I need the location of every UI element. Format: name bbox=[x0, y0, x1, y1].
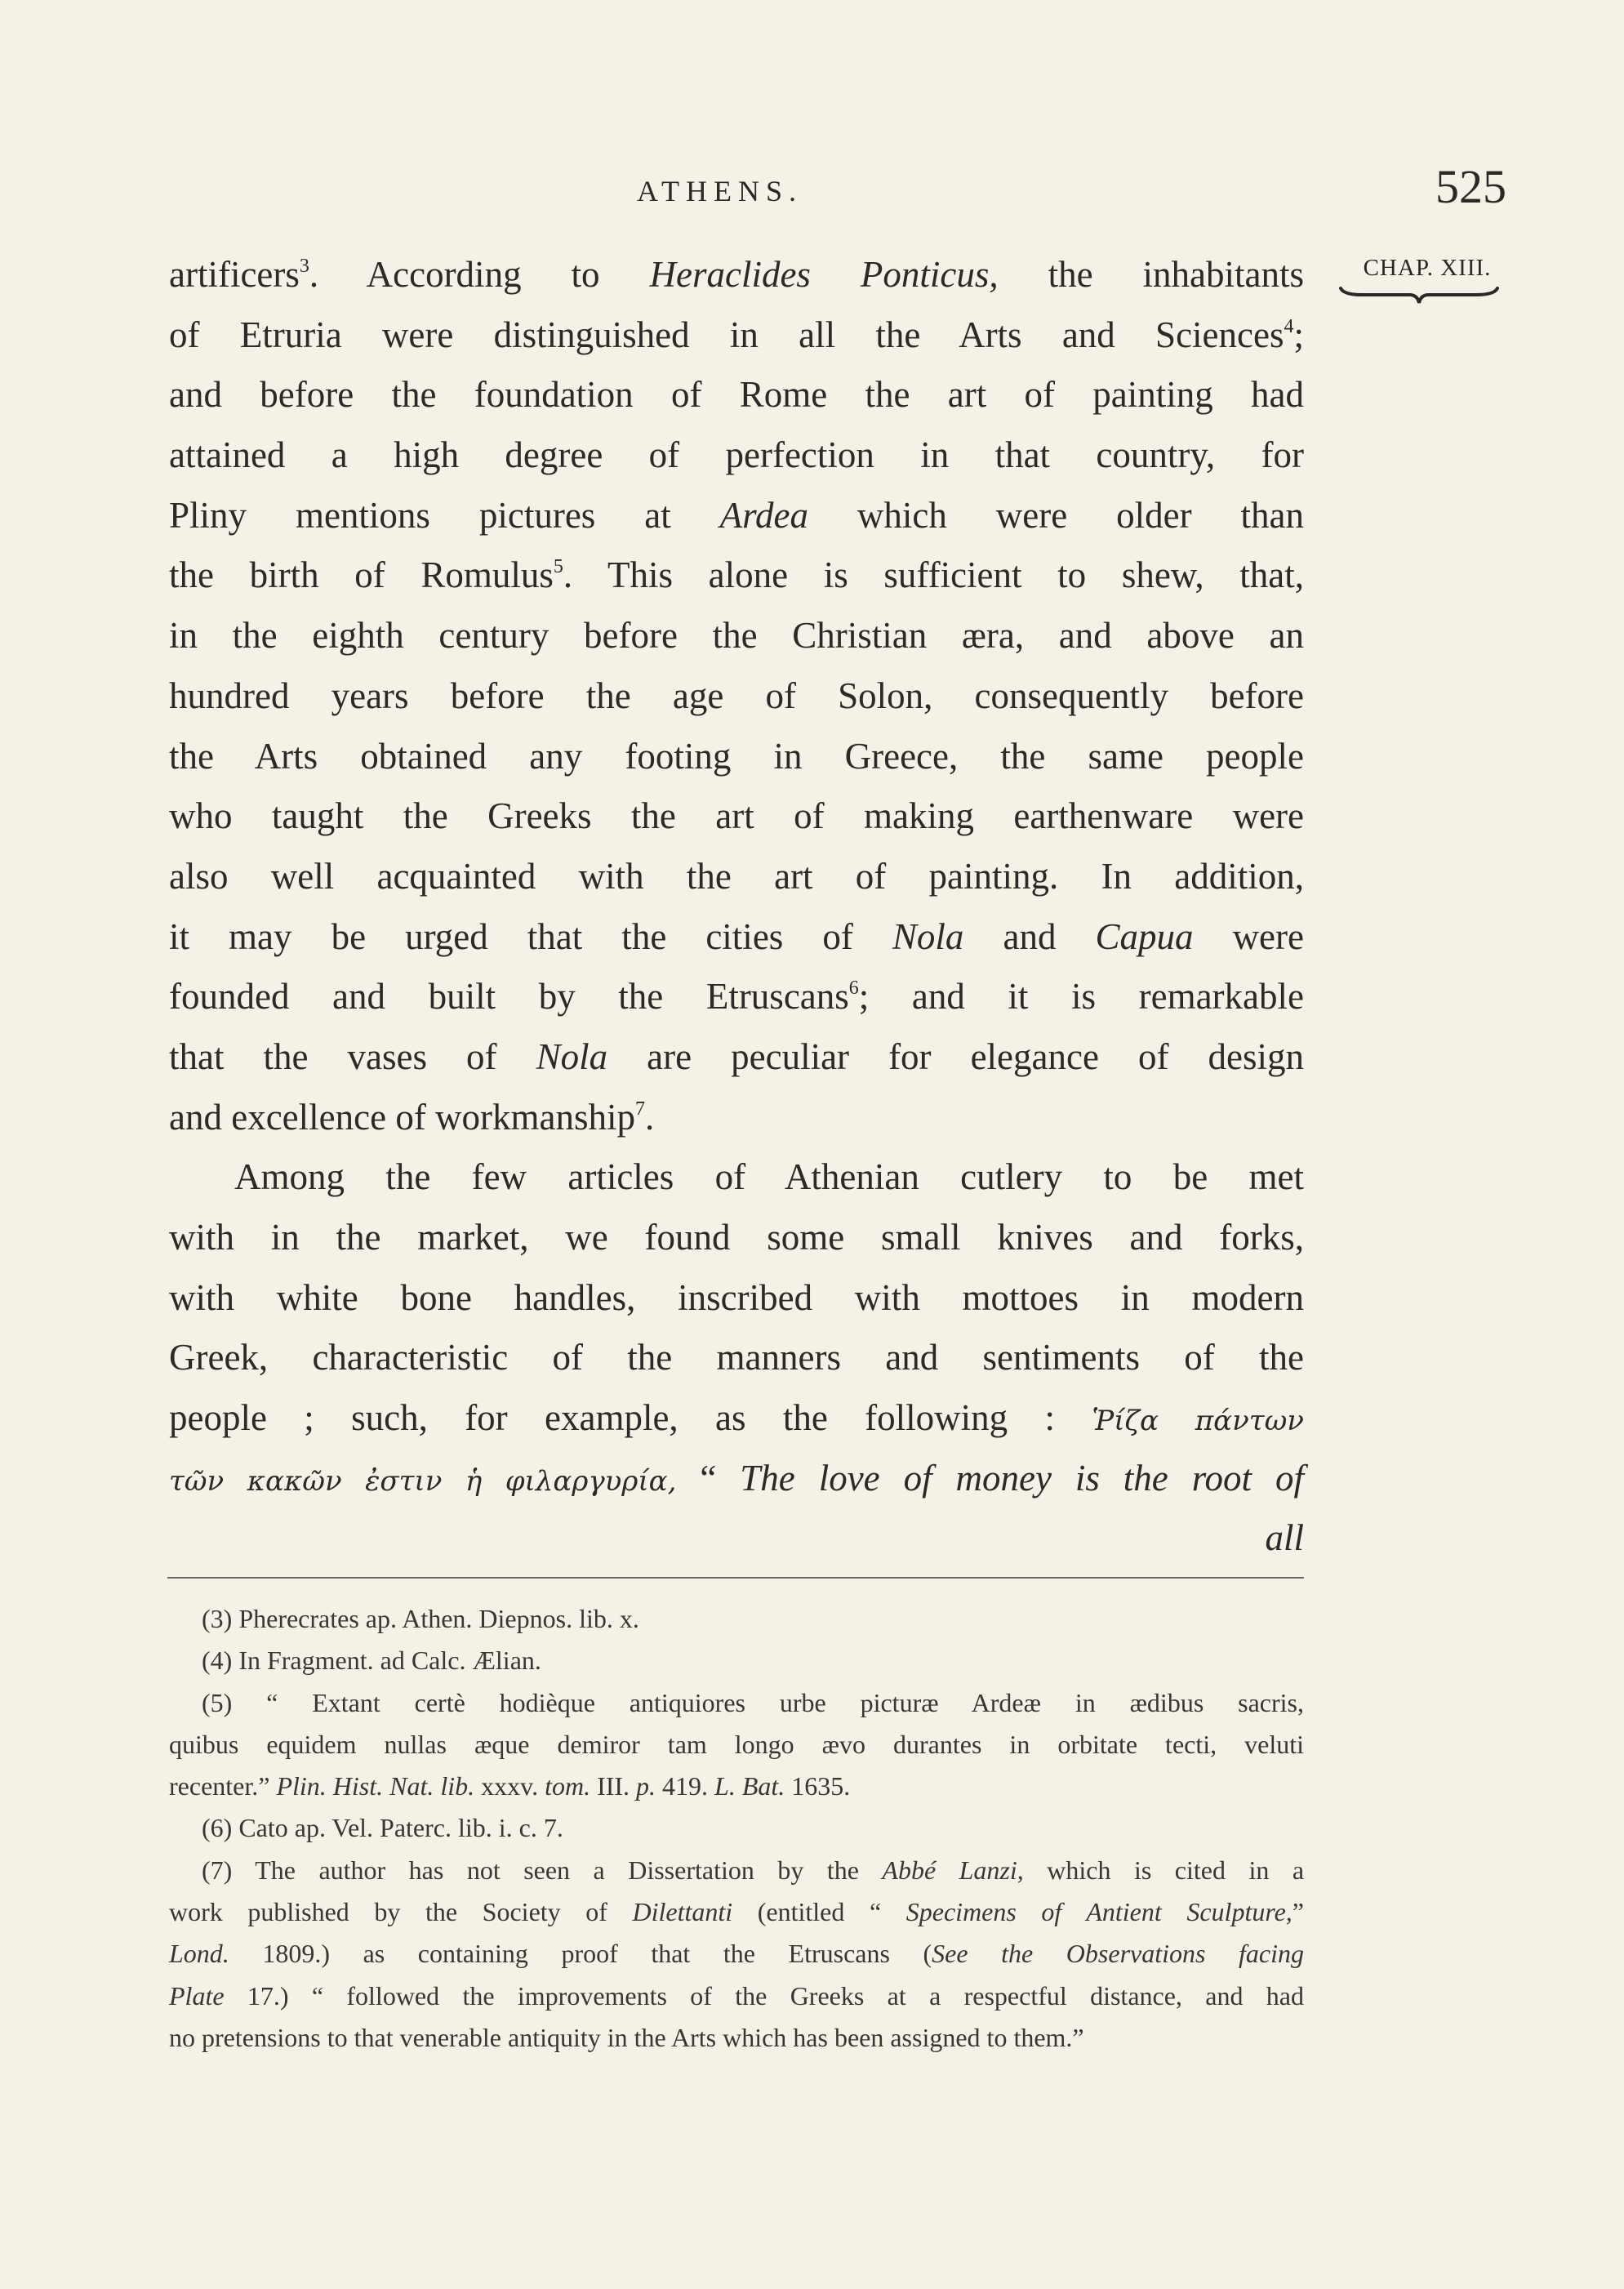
text-line: artificers$^3$. According to Heraclides Ponticus, the inhabitants bbox=[169, 254, 1304, 295]
text-line: who taught the Greeks the art of making earthenware were bbox=[169, 795, 1304, 837]
text-line: with in the market, we found some small knives and forks, bbox=[169, 1217, 1304, 1258]
footnote-ref: 7 bbox=[635, 1098, 646, 1120]
text-line: founded and built by the Etruscans$^6$; and it is remarkable bbox=[169, 976, 1304, 1018]
running-title: ATHENS. bbox=[637, 175, 803, 207]
brace-ornament-icon bbox=[1337, 285, 1501, 306]
footnote-line: work published by the Society of Dilettanti (entitled “ Specimens of Antient Sculpture,” bbox=[169, 1897, 1304, 1927]
footnote-line: quibus equidem nullas æque demiror tam longo ævo durantes in orbitate tecti, veluti bbox=[169, 1729, 1304, 1759]
text-line: the birth of Romulus$^5$. This alone is sufficient to shew, that, bbox=[169, 554, 1304, 596]
footnote: (6) Cato ap. Vel. Paterc. lib. i. c. 7. bbox=[202, 1813, 563, 1843]
paragraph-start: Among the few articles of Athenian cutlery to be met bbox=[234, 1156, 1304, 1198]
text-line: and excellence of workmanship$^7$. bbox=[169, 1096, 655, 1138]
main-text bbox=[169, 245, 1304, 1569]
text-line: that the vases of Nola are peculiar for elegance of design bbox=[169, 1035, 1304, 1077]
text-line: and before the foundation of Rome the art of painting had bbox=[169, 374, 1304, 416]
chapter-marginal-note bbox=[1337, 255, 1517, 306]
footnote-ref: 5 bbox=[553, 556, 563, 578]
running-head bbox=[167, 159, 1506, 225]
text-line: hundred years before the age of Solon, consequently before bbox=[169, 675, 1304, 716]
text-line: of Etruria were distinguished in all the Arts and Sciences$^4$; bbox=[169, 314, 1304, 355]
text-line: it may be urged that the cities of Nola and Capua were bbox=[169, 915, 1304, 957]
text-line: in the eighth century before the Christian æra, and above an bbox=[169, 615, 1304, 657]
text-line: attained a high degree of perfection in that country, for bbox=[169, 434, 1304, 476]
page-number: 525 bbox=[1435, 160, 1506, 213]
text-line: τῶν κακῶν ἐστιν ἡ φιλαργυρία, “ The love of money is the root of bbox=[169, 1457, 1304, 1499]
footnotes bbox=[169, 1598, 1304, 2059]
footnote-line: no pretensions to that venerable antiquity in the Arts which has been assigned to them.” bbox=[169, 2022, 1084, 2052]
footnote-line: recenter.” Plin. Hist. Nat. lib. xxxv. tom. III. p. 419. L. Bat. 1635. bbox=[169, 1771, 851, 1801]
greek-motto: τῶν κακῶν ἐστιν ἡ φιλαργυρία, bbox=[169, 1464, 677, 1498]
footnote-ref: 3 bbox=[299, 256, 309, 277]
text-line: people ; such, for example, as the following : Ῥίζα πάντων bbox=[169, 1397, 1304, 1439]
footnote: (7) The author has not seen a Dissertation by the Abbé Lanzi, which is cited in a bbox=[202, 1855, 1305, 1885]
footnote-ref: 4 bbox=[1284, 315, 1294, 337]
chapter-label: CHAP. XIII. bbox=[1363, 255, 1492, 281]
footnote-line: Plate 17.) “ followed the improvements of the Greeks at a respectful distance, and had bbox=[169, 1980, 1304, 2011]
footnote: (4) In Fragment. ad Calc. Ælian. bbox=[202, 1645, 541, 1676]
footnote: (3) Pherecrates ap. Athen. Diepnos. lib. x. bbox=[202, 1604, 639, 1633]
greek-motto: Ῥίζα πάντων bbox=[1092, 1405, 1304, 1438]
text-line: the Arts obtained any footing in Greece, the same people bbox=[169, 735, 1304, 777]
text-line: with white bone handles, inscribed with mottoes in modern bbox=[169, 1276, 1304, 1318]
catchword: all bbox=[1265, 1517, 1304, 1559]
text-line: Pliny mentions pictures at Ardea which were older than bbox=[169, 494, 1305, 536]
footnote: (5) “ Extant certè hodièque antiquiores urbe picturæ Ardeæ in ædibus sacris, bbox=[202, 1687, 1304, 1717]
footnote-rule bbox=[167, 1577, 1304, 1579]
footnote-ref: 6 bbox=[848, 978, 859, 1000]
footnote-line: Lond. 1809.) as containing proof that the Etruscans (See the Observations facing bbox=[169, 1939, 1305, 1969]
text-line: Greek, characteristic of the manners and sentiments of the bbox=[169, 1337, 1304, 1378]
text-line: also well acquainted with the art of painting. In addition, bbox=[169, 855, 1304, 897]
